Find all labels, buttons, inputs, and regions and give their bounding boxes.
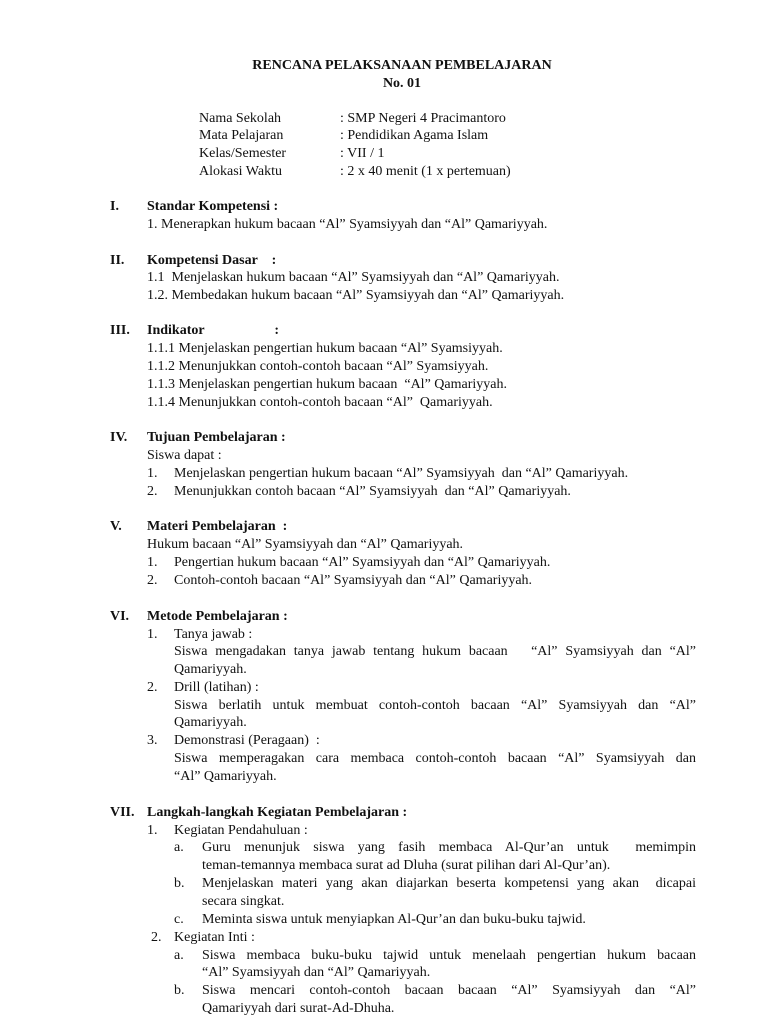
section-heading: Kompetensi Dasar :: [147, 253, 277, 268]
method-name: Tanya jawab :: [174, 627, 253, 642]
list-item: 1. Menerapkan hukum bacaan “Al” Syamsiyyah dan “Al” Qamariyyah.: [147, 217, 548, 232]
section-heading: Indikator :: [147, 323, 279, 338]
sub-item-letter: b.: [174, 876, 185, 891]
school-name-label: Nama Sekolah: [199, 111, 282, 126]
list-item: Menjelaskan pengertian hukum bacaan “Al” Syamsiyyah dan “Al” Qamariyyah.: [174, 466, 629, 481]
section-heading: Langkah-langkah Kegiatan Pembelajaran :: [147, 805, 408, 820]
document-number: No. 01: [382, 76, 422, 91]
sub-item-text: Guru menunjuk siswa yang fasih membaca Al-Qur’an untuk memimpin: [202, 840, 696, 855]
section-number: VI.: [110, 609, 130, 624]
list-item: 1.1.1 Menjelaskan pengertian hukum bacaan “Al” Syamsiyyah.: [147, 341, 503, 356]
list-item-number: 3.: [147, 733, 158, 748]
method-name: Drill (latihan) :: [174, 680, 259, 695]
method-description: Siswa memperagakan cara membaca contoh-contoh bacaan “Al” Syamsiyyah dan: [174, 751, 696, 766]
list-item: 1.1.4 Menunjukkan contoh-contoh bacaan “Al” Qamariyyah.: [147, 395, 493, 410]
section-heading: Metode Pembelajaran :: [147, 609, 288, 624]
list-item-number: 2.: [147, 484, 158, 499]
section-heading: Materi Pembelajaran :: [147, 519, 288, 534]
sub-item-text: teman-temannya membaca surat ad Dluha (surat pilihan dari Al-Qur’an).: [202, 858, 611, 873]
class-semester-value: : VII / 1: [340, 146, 385, 161]
section-number: II.: [110, 253, 125, 268]
sub-item-text: Qamariyyah dari surat-Ad-Dhuha.: [202, 1001, 395, 1016]
document-title: RENCANA PELAKSANAAN PEMBELAJARAN: [252, 58, 552, 73]
activity-name: Kegiatan Inti :: [174, 930, 255, 945]
section-heading: Standar Kompetensi :: [147, 199, 279, 214]
method-description: Siswa mengadakan tanya jawab tentang hukum bacaan “Al” Syamsiyyah dan “Al”: [174, 644, 696, 659]
section-number: VII.: [110, 805, 135, 820]
list-item-number: 1.: [147, 823, 158, 838]
list-item-number: 1.: [147, 627, 158, 642]
section-number: I.: [110, 199, 119, 214]
subject-label: Mata Pelajaran: [199, 128, 284, 143]
sub-item-letter: c.: [174, 912, 184, 927]
method-description: Siswa berlatih untuk membuat contoh-contoh bacaan “Al” Syamsiyyah dan “Al”: [174, 698, 696, 713]
list-item: 1.1 Menjelaskan hukum bacaan “Al” Syamsiyyah dan “Al” Qamariyyah.: [147, 270, 560, 285]
list-item: Contoh-contoh bacaan “Al” Syamsiyyah dan “Al” Qamariyyah.: [174, 573, 533, 588]
method-description: Qamariyyah.: [174, 715, 247, 730]
sub-item-text: secara singkat.: [202, 894, 285, 909]
sub-item-text: Siswa mencari contoh-contoh bacaan bacaan “Al” Syamsiyyah dan “Al”: [202, 983, 696, 998]
list-item: 1.2. Membedakan hukum bacaan “Al” Syamsiyyah dan “Al” Qamariyyah.: [147, 288, 565, 303]
school-name-value: : SMP Negeri 4 Pracimantoro: [340, 111, 506, 126]
list-item: Menunjukkan contoh bacaan “Al” Syamsiyyah dan “Al” Qamariyyah.: [174, 484, 571, 499]
list-item-number: 1.: [147, 466, 158, 481]
time-allocation-label: Alokasi Waktu: [199, 164, 282, 179]
sub-item-letter: b.: [174, 983, 185, 998]
sub-item-text: Meminta siswa untuk menyiapkan Al-Qur’an dan buku-buku tajwid.: [202, 912, 586, 927]
section-number: IV.: [110, 430, 128, 445]
subject-value: : Pendidikan Agama Islam: [340, 128, 489, 143]
method-name: Demonstrasi (Peragaan) :: [174, 733, 320, 748]
method-description: Qamariyyah.: [174, 662, 247, 677]
list-item-number: 2.: [147, 573, 158, 588]
list-item-number: 1.: [147, 555, 158, 570]
list-item: 1.1.3 Menjelaskan pengertian hukum bacaan “Al” Qamariyyah.: [147, 377, 507, 392]
list-item: Pengertian hukum bacaan “Al” Syamsiyyah dan “Al” Qamariyyah.: [174, 555, 551, 570]
section-intro: Hukum bacaan “Al” Syamsiyyah dan “Al” Qamariyyah.: [147, 537, 464, 552]
sub-item-text: “Al” Syamsiyyah dan “Al” Qamariyyah.: [202, 965, 431, 980]
section-number: III.: [110, 323, 130, 338]
section-heading: Tujuan Pembelajaran :: [147, 430, 286, 445]
list-item-number: 2.: [147, 680, 158, 695]
section-intro: Siswa dapat :: [147, 448, 222, 463]
sub-item-letter: a.: [174, 948, 184, 963]
sub-item-text: Siswa membaca buku-buku tajwid untuk menelaah pengertian hukum bacaan: [202, 948, 696, 963]
method-description: “Al” Qamariyyah.: [174, 769, 277, 784]
list-item: 1.1.2 Menunjukkan contoh-contoh bacaan “Al” Syamsiyyah.: [147, 359, 489, 374]
time-allocation-value: : 2 x 40 menit (1 x pertemuan): [340, 164, 511, 179]
section-number: V.: [110, 519, 122, 534]
class-semester-label: Kelas/Semester: [199, 146, 287, 161]
activity-name: Kegiatan Pendahuluan :: [174, 823, 308, 838]
list-item-number: 2.: [151, 930, 162, 945]
sub-item-letter: a.: [174, 840, 184, 855]
sub-item-text: Menjelaskan materi yang akan diajarkan beserta kompetensi yang akan dicapai: [202, 876, 696, 891]
